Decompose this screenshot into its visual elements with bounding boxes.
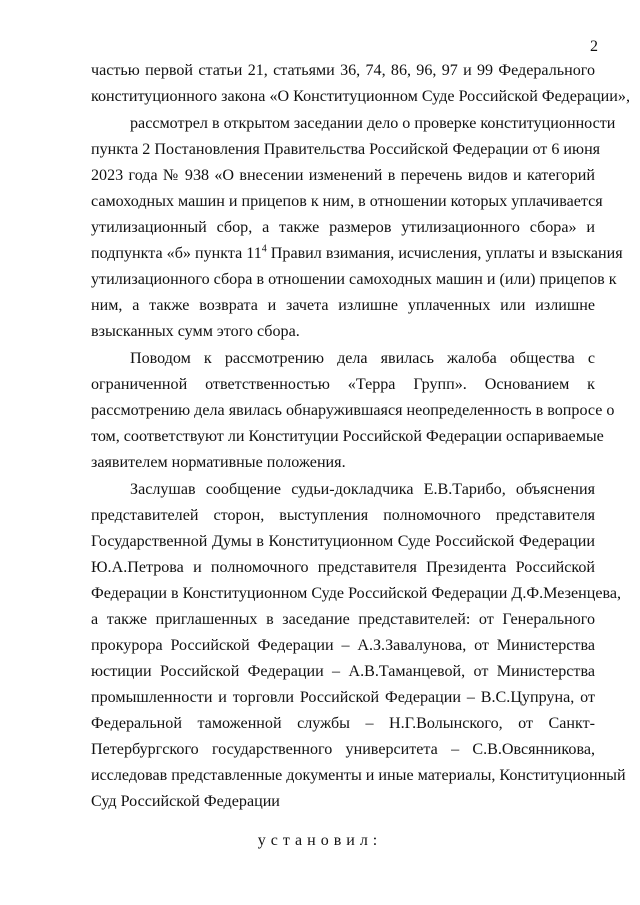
text-line: ограниченной ответственностью «Терра Групп». Основанием к [91, 376, 595, 393]
text-line: самоходных машин и прицепов к ним, в отношении которых уплачивается [91, 193, 603, 210]
text-line: Суд Российской Федерации [91, 793, 280, 810]
text-line: 2023 года № 938 «О внесении изменений в перечень видов и категорий [91, 167, 595, 184]
text-line: заявителем нормативные положения. [91, 454, 346, 471]
page-number: 2 [590, 38, 598, 55]
text-line: прокурора Российской Федерации – А.З.Завалунова, от Министерства [91, 637, 595, 654]
text-line: частью первой статьи 21, статьями 36, 74, 86, 96, 97 и 99 Федерального [91, 62, 595, 79]
text-line: ним, а также возврата и зачета излишне уплаченных или излишне [91, 297, 595, 314]
section-heading: установил: [257, 832, 383, 849]
text-line: конституционного закона «О Конституционном Суде Российской Федерации», [91, 88, 630, 105]
text-line: юстиции Российской Федерации – А.В.Таманцевой, от Министерства [91, 663, 595, 680]
text-fragment: подпункта «б» пункта 11 [91, 245, 262, 262]
text-line: утилизационного сбора в отношении самоходных машин и (или) прицепов к [91, 271, 617, 288]
text-fragment: Правил взимания, исчисления, уплаты и взыскания [266, 245, 623, 262]
text-line-with-superscript [91, 241, 623, 267]
text-line: взысканных сумм этого сбора. [91, 323, 300, 340]
text-line: промышленности и торговли Российской Федерации – В.С.Цупруна, от [91, 689, 595, 706]
text-line: Ю.А.Петрова и полномочного представителя Президента Российской [91, 559, 595, 576]
text-line: рассмотрению дела явилась обнаружившаяся неопределенность в вопросе о [91, 402, 615, 419]
text-line: Заслушав сообщение судьи-докладчика Е.В.Тарибо, объяснения [130, 481, 595, 498]
text-line: пункта 2 Постановления Правительства Российской Федерации от 6 июня [91, 141, 601, 158]
text-line: Государственной Думы в Конституционном Суде Российской Федерации [91, 533, 595, 550]
text-line: а также приглашенных в заседание представителей: от Генерального [91, 611, 595, 628]
text-line: Поводом к рассмотрению дела явилась жалоба общества с [130, 350, 595, 367]
superscript: 4 [261, 243, 267, 255]
text-line: представителей сторон, выступления полномочного представителя [91, 507, 595, 524]
text-line: Федерации в Конституционном Суде Российской Федерации Д.Ф.Мезенцева, [91, 585, 622, 602]
text-line: Федеральной таможенной службы – Н.Г.Волынского, от Санкт- [91, 715, 595, 732]
text-line: рассмотрел в открытом заседании дело о проверке конституционности [130, 115, 616, 132]
text-line: том, соответствуют ли Конституции Российской Федерации оспариваемые [91, 428, 604, 445]
text-line: утилизационный сбор, а также размеров утилизационного сбора» и [91, 219, 595, 236]
text-line: Петербургского государственного университета – С.В.Овсянникова, [91, 741, 595, 758]
text-line: исследовав представленные документы и иные материалы, Конституционный [91, 767, 626, 784]
